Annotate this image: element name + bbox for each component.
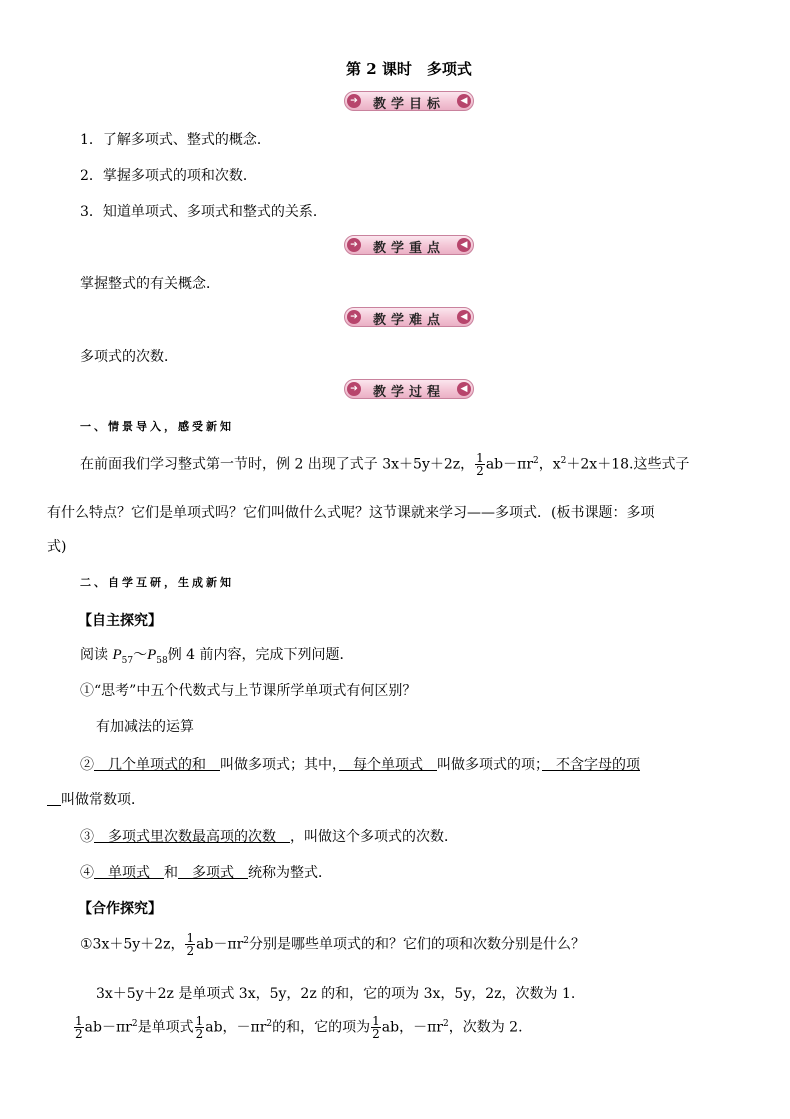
- intro-line-1: 在前面我们学习整式第一节时，例 2 出现了式子 3x＋5y＋2z， $\frac{1}{2}$ $ab-\pi r^2$，$x^2+2x+18$.这些式子: [80, 451, 690, 478]
- arrow-right-icon: ➔: [347, 238, 361, 252]
- goal-item: 1．了解多项式、整式的概念．: [80, 132, 271, 148]
- banner-difficult-points: [344, 307, 474, 327]
- answer-blank: 几个单项式的和: [94, 757, 220, 773]
- answer-blank: [47, 792, 61, 808]
- answer-blank: 不含字母的项: [542, 757, 640, 773]
- goal-item: 2．掌握多项式的项和次数．: [80, 168, 257, 184]
- fraction-half: $\frac{1}{2}$: [372, 1014, 380, 1041]
- answer-blank: 每个单项式: [339, 757, 437, 773]
- intro-text: 在前面我们学习整式第一节时，例 2 出现了式子 3x＋5y＋2z，: [80, 456, 475, 473]
- arrow-right-icon: ➔: [347, 382, 361, 396]
- question-3: ③ 多项式里次数最高项的次数 ，叫做这个多项式的次数．: [80, 829, 458, 845]
- banner-label: 教学难点: [372, 313, 445, 328]
- goal-item: 3．知道单项式、多项式和整式的关系．: [80, 204, 327, 220]
- page-title: 第 2 课时 多项式: [346, 60, 472, 78]
- coop-answer-1: 3x＋5y＋2z 是单项式 3x，5y，2z 的和，它的项为 3x，5y，2z，次数为 1.: [96, 986, 576, 1002]
- answer-blank: 多项式: [178, 865, 248, 881]
- intro-text: ＋2x＋18.这些式子: [566, 456, 690, 473]
- answer-blank: 单项式: [94, 865, 164, 881]
- section-heading: 一、情景导入，感受新知: [80, 420, 234, 433]
- explore-coop-heading: 【合作探究】: [78, 901, 162, 917]
- intro-line-3: 式): [47, 539, 67, 555]
- coop-answer-2: $\frac{1}{2}$ $ab-\pi r^2$是单项式 $\frac{1}{2}$ ab，$-\pi r^2$的和，它的项为 $\frac{1}{2}$ ab，$-\pi r^2$，次数为 2.: [75, 1014, 523, 1041]
- arrow-right-icon: ➔: [347, 94, 361, 108]
- question-1: ①“思考”中五个代数式与上节课所学单项式有何区别？: [80, 683, 417, 699]
- arrow-left-icon: ◀: [457, 94, 471, 108]
- explore-self-heading: 【自主探究】: [78, 613, 162, 629]
- banner-teaching-process: [344, 379, 474, 399]
- banner-label: 教学目标: [372, 97, 445, 112]
- arrow-left-icon: ◀: [457, 238, 471, 252]
- key-point-text: 掌握整式的有关概念．: [80, 276, 220, 292]
- answer-blank: 多项式里次数最高项的次数: [94, 829, 290, 845]
- fraction-half: $\frac{1}{2}$: [195, 1014, 204, 1041]
- intro-text: ab－πr: [485, 456, 534, 473]
- intro-line-2: 有什么特点？它们是单项式吗？它们叫做什么式呢？这节课就来学习——多项式．(板书课题：多项: [47, 505, 655, 521]
- arrow-left-icon: ◀: [457, 382, 471, 396]
- banner-label: 教学过程: [372, 385, 445, 400]
- question-4: ④ 单项式 和 多项式 统称为整式．: [80, 865, 332, 881]
- reading-instruction: 阅读 $P_{57}\sim P_{58}$例 4 前内容，完成下列问题．: [80, 647, 354, 666]
- answer-1: 有加减法的运算: [96, 719, 194, 735]
- section-heading: 二、自学互研，生成新知: [80, 576, 234, 589]
- intro-text: ，x: [538, 456, 561, 473]
- fraction-half: $\frac{1}{2}$: [75, 1014, 83, 1041]
- coop-question-1: ①3x＋5y＋2z， $\frac{1}{2}$ $ab-\pi r^2$分别是哪些单项式的和？它们的项和次数分别是什么？: [80, 931, 586, 958]
- question-2: ② 几个单项式的和 叫做多项式；其中， 每个单项式 叫做多项式的项； 不含字母的项: [80, 757, 640, 773]
- fraction-half: $\frac{1}{2}$: [186, 931, 195, 958]
- fraction-half: $\frac{1}{2}$: [476, 451, 484, 478]
- question-2-cont: 叫做常数项．: [47, 789, 145, 809]
- banner-key-points: [344, 235, 474, 255]
- arrow-left-icon: ◀: [457, 310, 471, 324]
- arrow-right-icon: ➔: [347, 310, 361, 324]
- banner-label: 教学重点: [372, 241, 445, 256]
- difficult-point-text: 多项式的次数．: [80, 349, 178, 365]
- banner-teaching-goals: [344, 91, 474, 111]
